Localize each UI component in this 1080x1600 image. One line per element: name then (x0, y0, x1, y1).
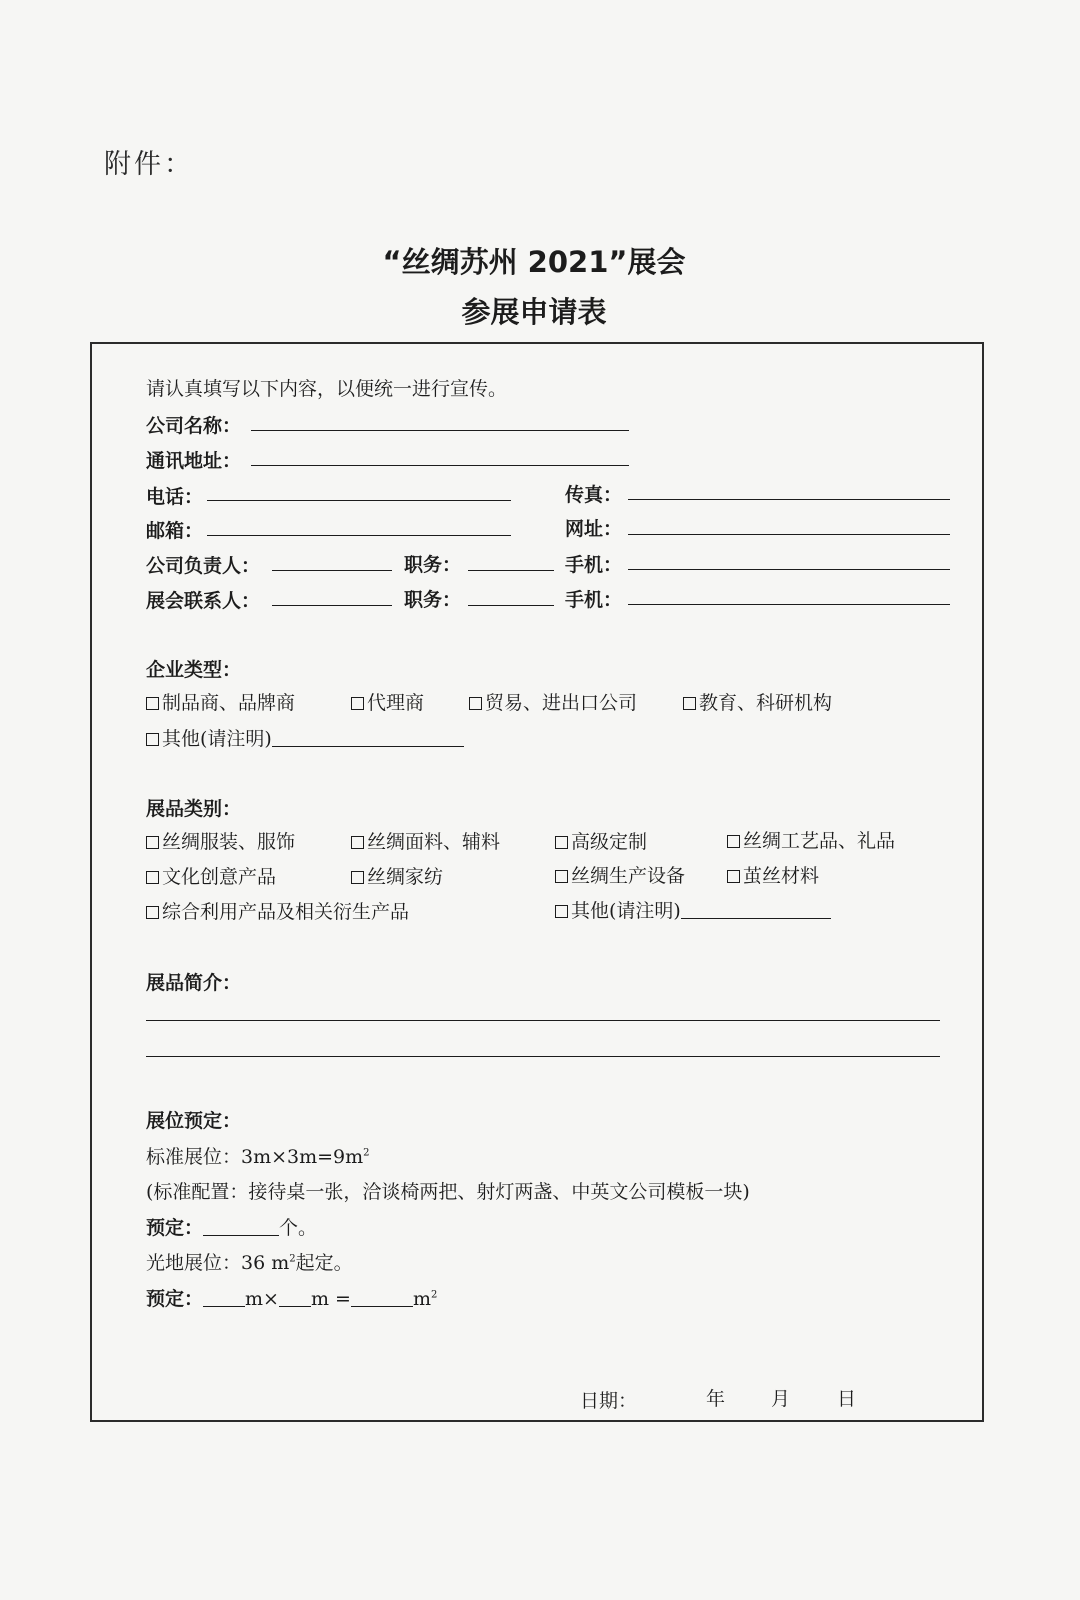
category-option[interactable]: 丝绸面料、辅料 (351, 827, 500, 854)
enterprise-option-other[interactable]: 其他(请注明) (146, 724, 464, 751)
mobile-field-2[interactable] (628, 604, 950, 605)
checkbox-icon[interactable] (555, 905, 568, 918)
exhibit-contact-field[interactable] (272, 605, 392, 606)
checkbox-icon[interactable] (555, 836, 568, 849)
enterprise-type-heading: 企业类型： (146, 659, 242, 681)
other-specify-field[interactable] (681, 902, 831, 919)
checkbox-icon[interactable] (351, 836, 364, 849)
mobile-label-2: 手机： (565, 589, 623, 611)
standard-reserve-row: 预定： 个。 (146, 1217, 318, 1239)
form-subtitle: 参展申请表 (461, 295, 607, 329)
checkbox-icon[interactable] (683, 697, 696, 710)
checkbox-icon[interactable] (146, 836, 159, 849)
position-field-2[interactable] (468, 605, 554, 606)
exhibit-contact-label: 展会联系人： (146, 590, 261, 612)
booth-heading: 展位预定： (146, 1110, 242, 1132)
company-head-label: 公司负责人： (146, 555, 261, 577)
standard-config-text: (标准配置：接待桌一张，洽谈椅两把、射灯两盏、中英文公司模板一块) (146, 1181, 750, 1203)
email-label: 邮箱： (146, 520, 204, 542)
category-option[interactable]: 文化创意产品 (146, 862, 276, 889)
product-intro-line-1[interactable] (146, 1020, 940, 1021)
email-field[interactable] (207, 535, 511, 536)
checkbox-icon[interactable] (727, 835, 740, 848)
enterprise-option[interactable]: 制品商、品牌商 (146, 688, 295, 715)
category-option[interactable]: 丝绸工艺品、礼品 (727, 826, 895, 853)
product-intro-heading: 展品简介： (146, 972, 242, 994)
date-year: 年 (706, 1388, 726, 1410)
form-title: “丝绸苏州 2021”展会 (382, 245, 686, 279)
category-option[interactable]: 丝绸生产设备 (555, 861, 685, 888)
position-label-2: 职务： (404, 589, 462, 611)
enterprise-option[interactable]: 代理商 (351, 688, 424, 715)
phone-label: 电话： (146, 486, 204, 508)
product-category-heading: 展品类别： (146, 798, 242, 820)
checkbox-icon[interactable] (146, 871, 159, 884)
company-name-label: 公司名称： (146, 415, 242, 437)
enterprise-option[interactable]: 贸易、进出口公司 (469, 688, 637, 715)
phone-field[interactable] (207, 500, 511, 501)
address-field[interactable] (251, 465, 629, 466)
raw-space-reserve-row: 预定： $m\times m = m^2$ (146, 1288, 438, 1310)
position-label-1: 职务： (404, 554, 462, 576)
checkbox-icon[interactable] (555, 870, 568, 883)
product-intro-line-2[interactable] (146, 1056, 940, 1057)
checkbox-icon[interactable] (146, 697, 159, 710)
checkbox-icon[interactable] (727, 870, 740, 883)
other-specify-field[interactable] (272, 730, 464, 747)
standard-booth-text: 标准展位：$3m\times 3m=9m^2$ (146, 1146, 370, 1168)
length-field[interactable] (203, 1290, 245, 1307)
date-month: 月 (771, 1388, 791, 1410)
position-field-1[interactable] (468, 570, 554, 571)
checkbox-icon[interactable] (146, 906, 159, 919)
checkbox-icon[interactable] (146, 733, 159, 746)
category-option-other[interactable]: 其他(请注明) (555, 896, 831, 923)
category-option[interactable]: 丝绸家纺 (351, 862, 443, 889)
checkbox-icon[interactable] (469, 697, 482, 710)
standard-count-field[interactable] (203, 1219, 279, 1236)
category-option[interactable]: 丝绸服装、服饰 (146, 827, 295, 854)
mobile-label-1: 手机： (565, 554, 623, 576)
area-field[interactable] (351, 1290, 413, 1307)
fax-field[interactable] (628, 499, 950, 500)
width-field[interactable] (279, 1290, 311, 1307)
date-label: 日期： (580, 1390, 638, 1412)
instruction-text: 请认真填写以下内容，以便统一进行宣传。 (146, 378, 508, 400)
enterprise-option[interactable]: 教育、科研机构 (683, 688, 832, 715)
website-label: 网址： (565, 518, 623, 540)
mobile-field-1[interactable] (628, 569, 950, 570)
website-field[interactable] (628, 534, 950, 535)
company-head-field[interactable] (272, 570, 392, 571)
category-option[interactable]: 高级定制 (555, 827, 647, 854)
address-label: 通讯地址： (146, 450, 242, 472)
raw-space-text: 光地展位：36 $m^2$起定。 (146, 1252, 353, 1274)
checkbox-icon[interactable] (351, 871, 364, 884)
category-option[interactable]: 茧丝材料 (727, 861, 819, 888)
fax-label: 传真： (565, 484, 623, 506)
checkbox-icon[interactable] (351, 697, 364, 710)
date-day: 日 (837, 1388, 857, 1410)
attachment-label: 附件： (104, 149, 194, 180)
company-name-field[interactable] (251, 430, 629, 431)
category-option[interactable]: 综合利用产品及相关衍生产品 (146, 897, 409, 924)
